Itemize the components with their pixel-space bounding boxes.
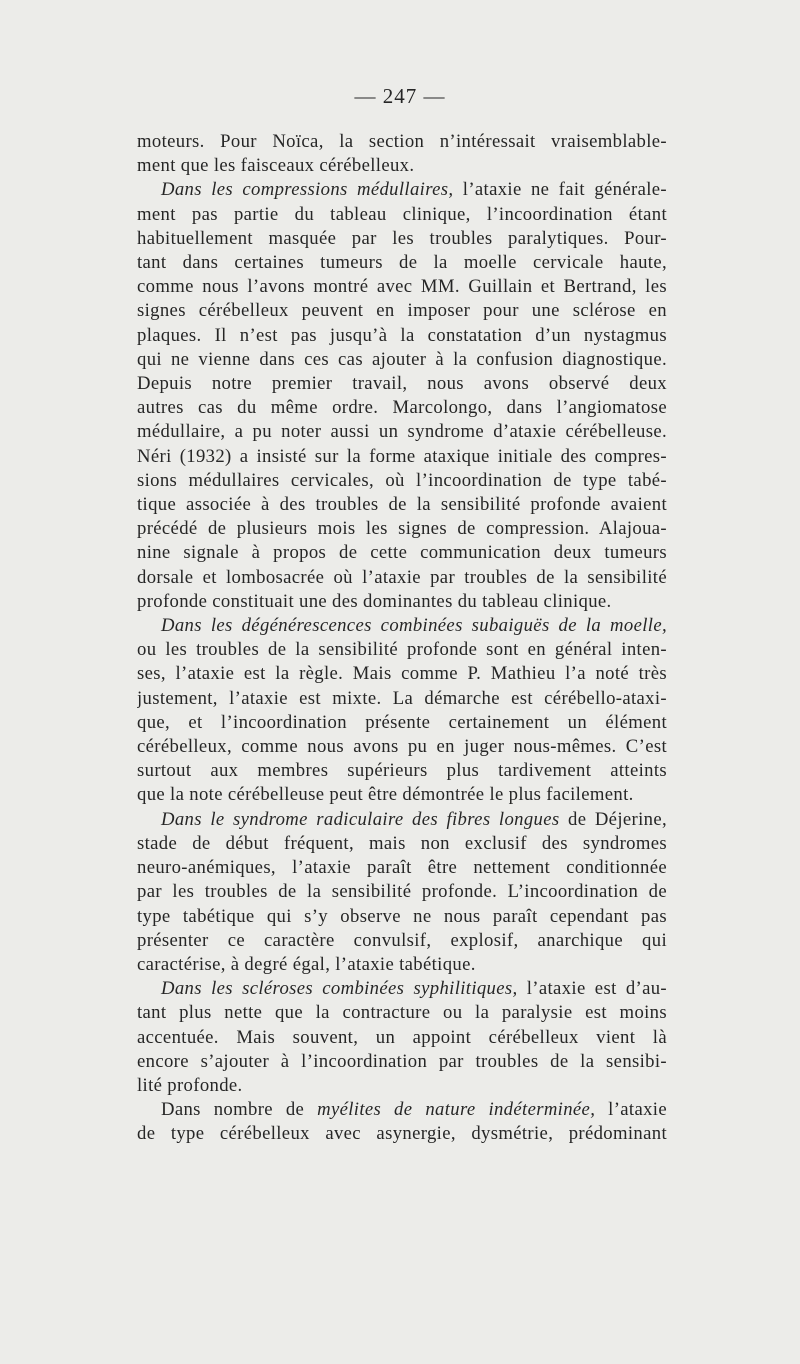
text-line — [137, 759, 667, 783]
text-line — [137, 856, 667, 880]
text-line — [137, 251, 667, 275]
text-line — [137, 614, 667, 638]
text-line — [137, 227, 667, 251]
text-segment: dorsale et lombosacrée où l’ataxie par troubles de la sensibilité — [137, 566, 667, 588]
text-line — [137, 687, 667, 711]
text-line — [137, 203, 667, 227]
text-segment: justement, l’ataxie est mixte. La démarche est cérébello-ataxi- — [137, 687, 667, 709]
text-line — [137, 832, 667, 856]
text-segment: surtout aux membres supérieurs plus tardivement atteints — [137, 760, 667, 782]
text-line — [137, 1050, 667, 1074]
text-segment: habituellement masquée par les troubles paralytiques. Pour- — [137, 227, 667, 249]
text-line — [137, 880, 667, 904]
italic-heading: Dans le syndrome radiculaire des fibres longues — [161, 808, 560, 830]
text-line — [137, 711, 667, 735]
text-segment: de type cérébelleux avec asynergie, dysmétrie, prédominant — [137, 1123, 667, 1145]
text-segment: lité profonde. — [137, 1074, 243, 1096]
text-line — [137, 905, 667, 929]
text-line — [137, 1122, 667, 1146]
text-line — [137, 154, 667, 178]
text-segment: Dans nombre de — [161, 1099, 318, 1121]
text-line — [137, 953, 667, 977]
text-line — [137, 783, 667, 807]
text-segment: autres cas du même ordre. Marcolongo, dans l’angiomatose — [137, 397, 667, 419]
text-line — [137, 469, 667, 493]
text-line — [137, 566, 667, 590]
text-segment: nine signale à propos de cette communication deux tumeurs — [137, 542, 667, 564]
text-segment: tant plus nette que la contracture ou la paralysie est moins — [137, 1002, 667, 1024]
text-line — [137, 130, 667, 154]
text-line — [137, 1098, 667, 1122]
text-segment: que la note cérébelleuse peut être démontrée le plus facilement. — [137, 784, 634, 806]
text-line — [137, 662, 667, 686]
text-segment: ou les troubles de la sensibilité profonde sont en général inten- — [137, 639, 667, 661]
text-line — [137, 590, 667, 614]
text-segment: tique associée à des troubles de la sensibilité profonde avaient — [137, 494, 667, 516]
text-segment: présenter ce caractère convulsif, explosif, anarchique qui — [137, 929, 667, 951]
text-segment: qui ne vienne dans ces cas ajouter à la confusion diagnostique. — [137, 348, 667, 370]
text-segment: encore s’ajouter à l’incoordination par troubles de la sensibi- — [137, 1050, 667, 1072]
italic-heading: Dans les scléroses combinées syphilitiques, — [161, 978, 518, 1000]
text-segment: médullaire, a pu noter aussi un syndrome d’ataxie cérébelleuse. — [137, 421, 667, 443]
text-segment: caractérise, à degré égal, l’ataxie tabétique. — [137, 953, 476, 975]
text-segment: Depuis notre premier travail, nous avons observé deux — [137, 373, 667, 395]
text-line — [137, 299, 667, 323]
text-segment: de Déjerine, — [559, 808, 667, 830]
text-line — [137, 445, 667, 469]
text-line — [137, 396, 667, 420]
italic-heading: Dans les compressions médullaires, — [161, 179, 454, 201]
text-segment: que, et l’incoordination présente certainement un élément — [137, 711, 667, 733]
text-line — [137, 517, 667, 541]
text-segment: tant dans certaines tumeurs de la moelle cervicale haute, — [137, 252, 667, 274]
text-line — [137, 1001, 667, 1025]
text-segment: plaques. Il n’est pas jusqu’à la constatation d’un nystagmus — [137, 324, 667, 346]
text-line — [137, 541, 667, 565]
text-segment: stade de début fréquent, mais non exclusif des syndromes — [137, 832, 667, 854]
text-line — [137, 324, 667, 348]
text-line — [137, 1026, 667, 1050]
text-segment: cérébelleux, comme nous avons pu en juger nous-mêmes. C’est — [137, 736, 667, 758]
text-line — [137, 275, 667, 299]
text-segment: sions médullaires cervicales, où l’incoordination de type tabé- — [137, 469, 667, 491]
text-segment: l’ataxie est d’au- — [517, 978, 667, 1000]
text-line — [137, 348, 667, 372]
text-line — [137, 493, 667, 517]
text-segment: l’ataxie ne fait générale- — [453, 179, 667, 201]
text-line — [137, 735, 667, 759]
text-segment: ses, l’ataxie est la règle. Mais comme P. Mathieu l’a noté très — [137, 663, 667, 685]
text-segment: neuro-anémiques, l’ataxie paraît être nettement conditionnée — [137, 857, 667, 879]
text-segment: profonde constituait une des dominantes du tableau clinique. — [137, 590, 612, 612]
text-segment: comme nous l’avons montré avec MM. Guillain et Bertrand, les — [137, 276, 667, 298]
text-segment: signes cérébelleux peuvent en imposer pour une sclérose en — [137, 300, 667, 322]
text-line — [137, 1074, 667, 1098]
text-segment: précédé de plusieurs mois les signes de compression. Alajoua- — [137, 518, 667, 540]
text-line — [137, 638, 667, 662]
page-number: — 247 — — [354, 84, 446, 108]
body-text — [137, 130, 667, 1147]
italic-heading: myélites de nature indéterminée, — [317, 1099, 596, 1121]
text-line — [137, 808, 667, 832]
text-segment: ment pas partie du tableau clinique, l’incoordination étant — [137, 203, 667, 225]
text-segment: Néri (1932) a insisté sur la forme ataxique initiale des compres- — [137, 445, 667, 467]
text-line — [137, 178, 667, 202]
text-segment: l’ataxie — [595, 1099, 667, 1121]
text-line — [137, 372, 667, 396]
text-segment: ment que les faisceaux cérébelleux. — [137, 155, 415, 177]
text-line — [137, 929, 667, 953]
text-line — [137, 977, 667, 1001]
text-segment: moteurs. Pour Noïca, la section n’intéressait vraisemblable- — [137, 131, 667, 152]
text-segment: par les troubles de la sensibilité profonde. L’incoordination de — [137, 881, 667, 903]
text-line — [137, 420, 667, 444]
text-segment: type tabétique qui s’y observe ne nous paraît cependant pas — [137, 905, 667, 927]
italic-heading: Dans les dégénérescences combinées subaiguës de la moelle, — [161, 615, 667, 637]
text-segment: accentuée. Mais souvent, un appoint cérébelleux vient là — [137, 1026, 667, 1048]
